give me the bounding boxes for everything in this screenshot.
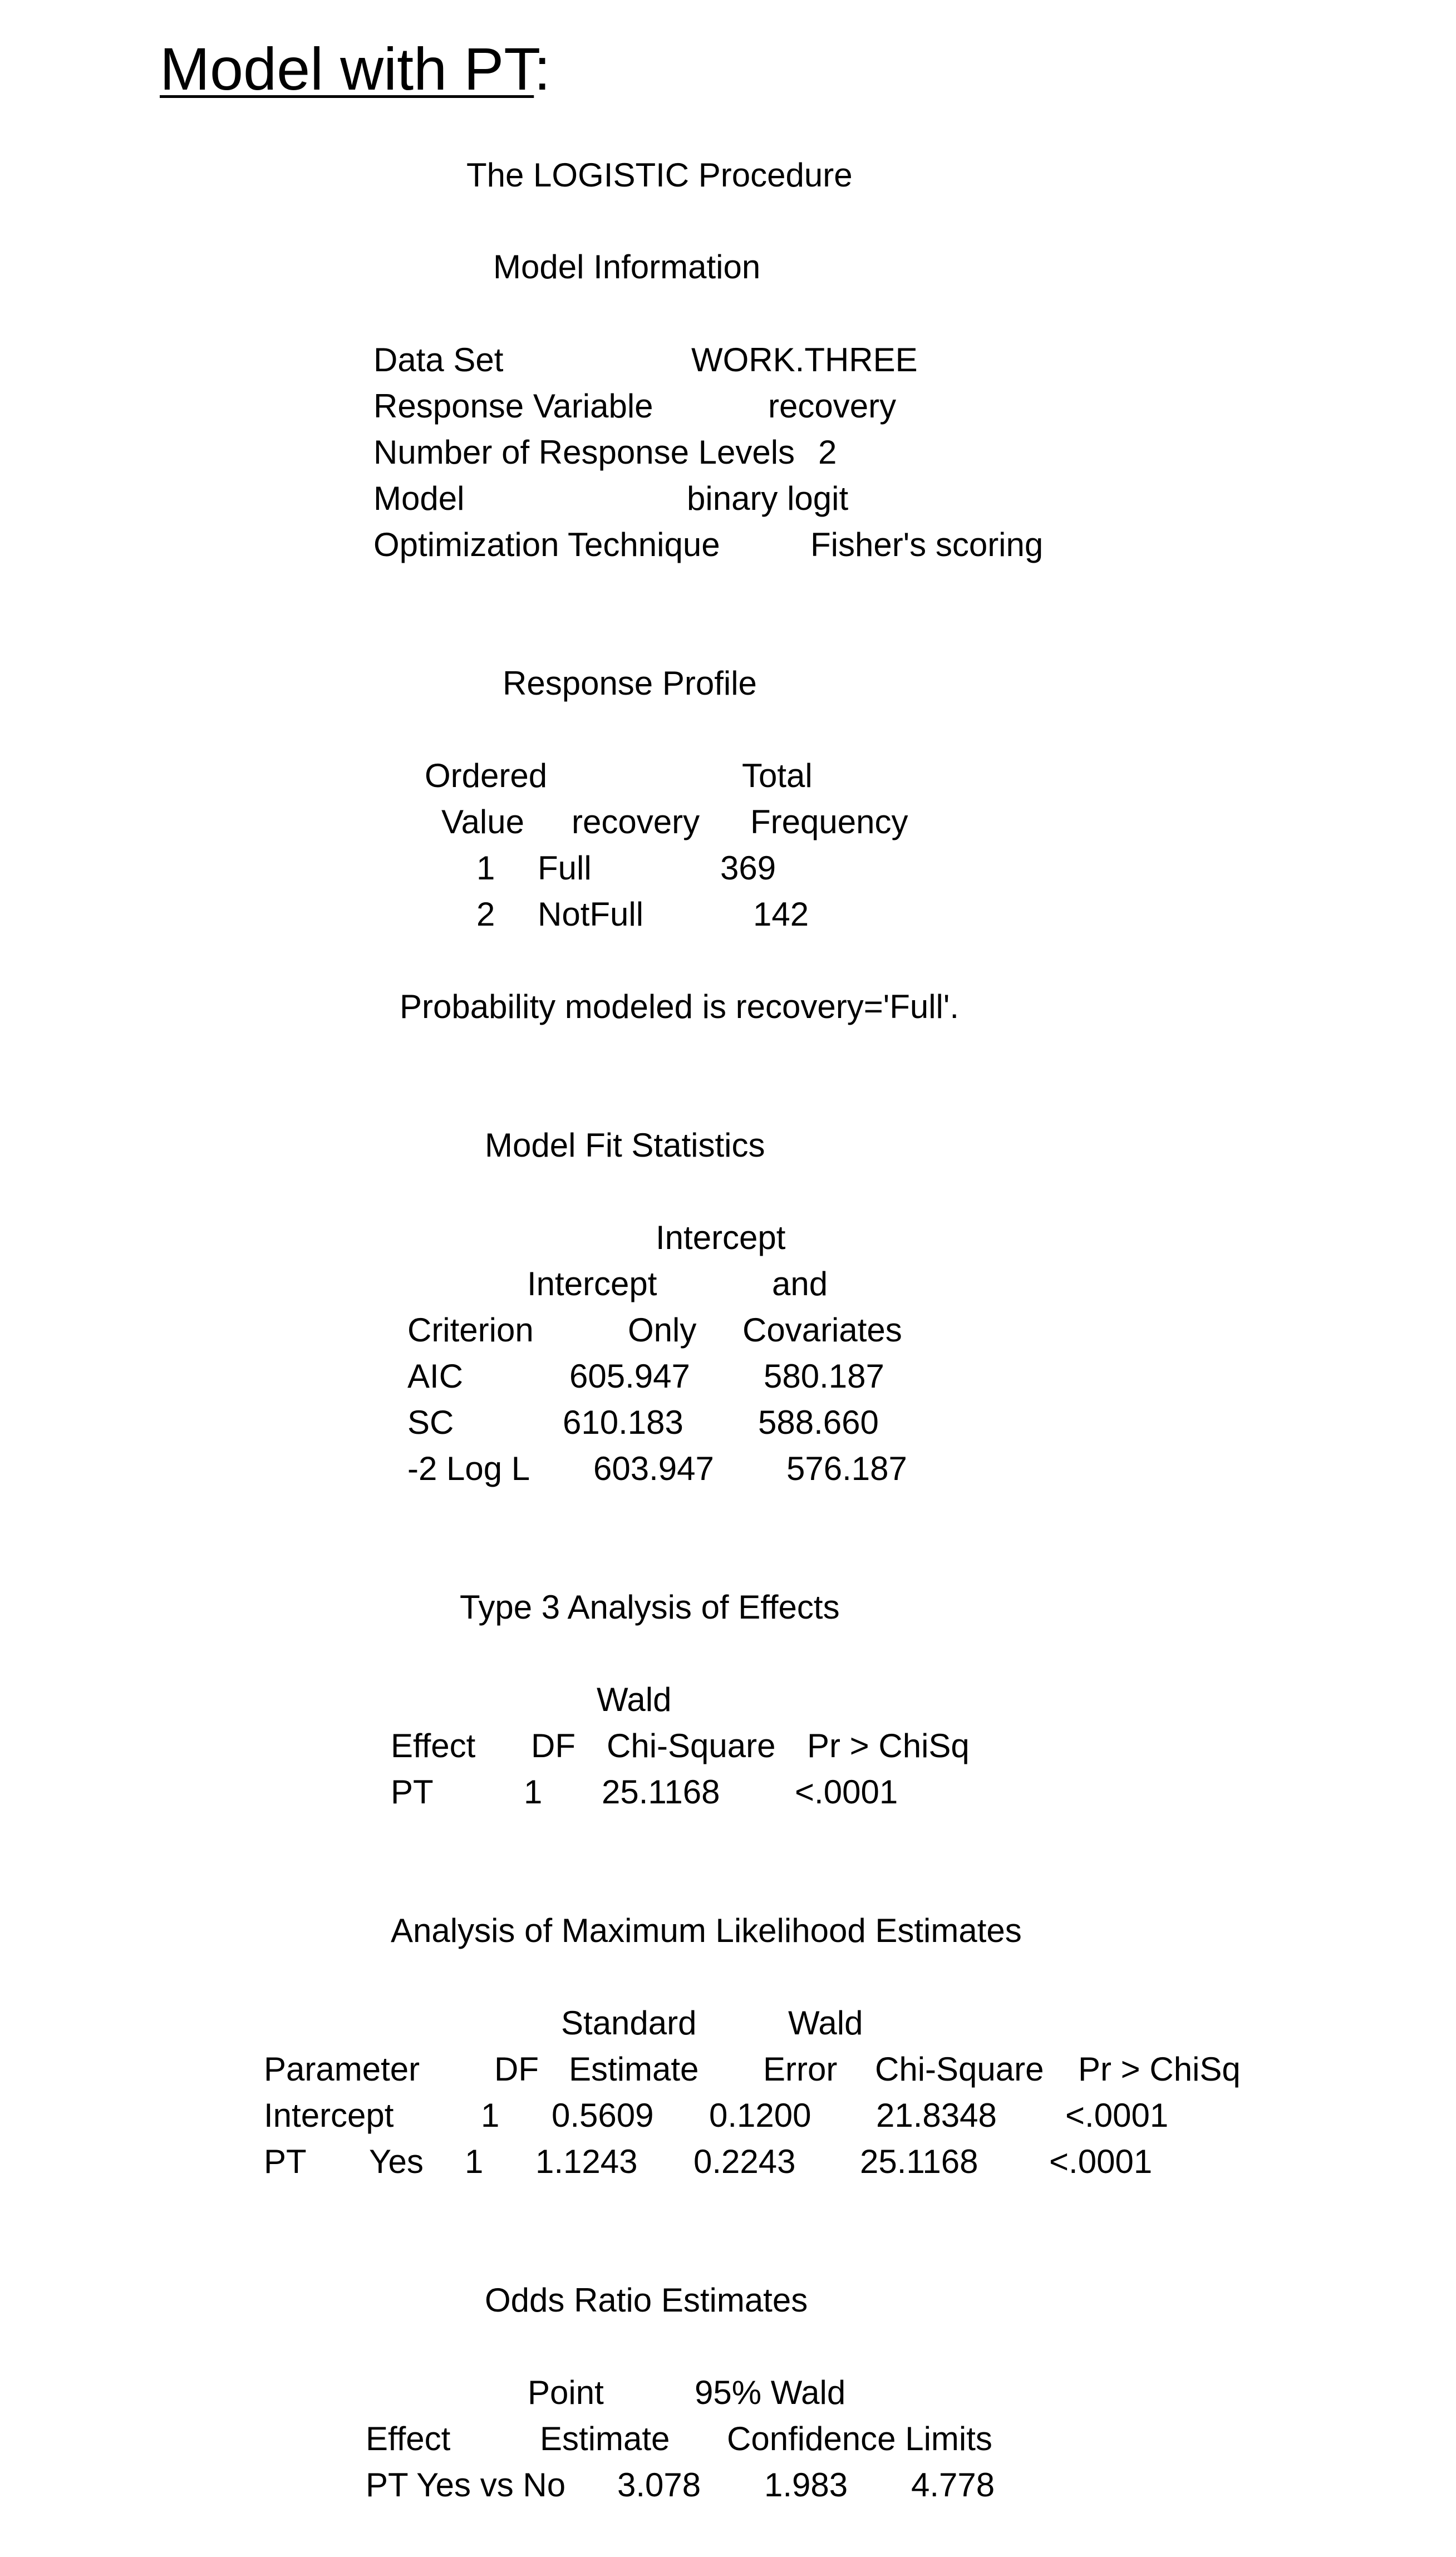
column-header: Value bbox=[441, 803, 525, 840]
column-header: DF bbox=[531, 1727, 575, 1764]
model-info-value: Fisher's scoring bbox=[810, 526, 1044, 563]
column-header: Chi-Square bbox=[875, 2050, 1044, 2088]
table-cell: -2 Log L bbox=[407, 1450, 530, 1487]
type3-title: Type 3 Analysis of Effects bbox=[460, 1589, 840, 1626]
column-header: DF bbox=[494, 2050, 539, 2088]
column-header: Parameter bbox=[264, 2050, 420, 2088]
column-header: Wald bbox=[597, 1681, 672, 1718]
table-cell: 605.947 bbox=[569, 1358, 690, 1395]
table-cell: 1 bbox=[465, 2143, 484, 2180]
table-cell: 580.187 bbox=[764, 1358, 884, 1395]
column-header: and bbox=[772, 1265, 828, 1302]
table-cell: 0.1200 bbox=[709, 2097, 811, 2134]
table-cell: 369 bbox=[720, 849, 776, 887]
mle-title: Analysis of Maximum Likelihood Estimates bbox=[391, 1912, 1022, 1949]
model-info-label: Number of Response Levels bbox=[373, 434, 795, 471]
table-cell: <.0001 bbox=[795, 1773, 898, 1811]
table-cell: 25.1168 bbox=[602, 1773, 720, 1811]
column-header: Ordered bbox=[425, 757, 548, 794]
column-header: 95% Wald bbox=[695, 2374, 846, 2411]
procedure-title: The LOGISTIC Procedure bbox=[466, 156, 853, 194]
column-header: Wald bbox=[788, 2004, 863, 2042]
model-info-value: recovery bbox=[768, 387, 897, 425]
table-cell: Intercept bbox=[264, 2097, 394, 2134]
table-cell: 0.5609 bbox=[552, 2097, 654, 2134]
model-info-value: binary logit bbox=[687, 480, 849, 517]
column-header: Standard bbox=[561, 2004, 697, 2042]
table-cell: <.0001 bbox=[1065, 2097, 1169, 2134]
column-header: Estimate bbox=[540, 2420, 670, 2457]
column-header: Effect bbox=[366, 2420, 451, 2457]
fit-statistics-title: Model Fit Statistics bbox=[485, 1127, 765, 1164]
column-header: Covariates bbox=[742, 1311, 902, 1349]
table-cell: 576.187 bbox=[786, 1450, 907, 1487]
table-cell: 1 bbox=[524, 1773, 543, 1811]
table-cell: 1 bbox=[481, 2097, 500, 2134]
table-cell: 1 bbox=[476, 849, 495, 887]
table-cell: 0.2243 bbox=[693, 2143, 796, 2180]
table-cell: NotFull bbox=[538, 896, 644, 933]
column-header: Pr > ChiSq bbox=[1078, 2050, 1241, 2088]
page-title-label: Model with PT bbox=[160, 35, 534, 102]
table-cell: 1.1243 bbox=[535, 2143, 638, 2180]
column-header: recovery bbox=[572, 803, 700, 840]
model-info-value: WORK.THREE bbox=[691, 341, 918, 378]
table-cell: 3.078 bbox=[617, 2466, 701, 2504]
table-cell: 2 bbox=[476, 896, 495, 933]
table-cell: PT Yes vs No bbox=[366, 2466, 566, 2504]
probability-note: Probability modeled is recovery='Full'. bbox=[400, 988, 959, 1025]
table-cell: Full bbox=[538, 849, 592, 887]
column-header: Only bbox=[628, 1311, 697, 1349]
response-profile-title: Response Profile bbox=[503, 665, 757, 702]
table-cell: 610.183 bbox=[563, 1404, 683, 1441]
table-cell: Yes bbox=[369, 2143, 424, 2180]
column-header: Criterion bbox=[407, 1311, 534, 1349]
column-header: Chi-Square bbox=[607, 1727, 776, 1764]
column-header: Intercept bbox=[656, 1219, 786, 1256]
column-header: Confidence Limits bbox=[727, 2420, 992, 2457]
table-cell: PT bbox=[264, 2143, 307, 2180]
page-title-colon: : bbox=[534, 35, 551, 102]
model-info-label: Model bbox=[373, 480, 465, 517]
odds-ratio-title: Odds Ratio Estimates bbox=[485, 2281, 808, 2319]
table-cell: 25.1168 bbox=[860, 2143, 978, 2180]
table-cell: 1.983 bbox=[764, 2466, 848, 2504]
table-cell: 4.778 bbox=[911, 2466, 995, 2504]
page-title bbox=[160, 35, 551, 102]
column-header: Frequency bbox=[750, 803, 908, 840]
model-info-title: Model Information bbox=[493, 248, 761, 286]
column-header: Intercept bbox=[527, 1265, 657, 1302]
table-cell: 142 bbox=[753, 896, 809, 933]
model-info-value: 2 bbox=[818, 434, 837, 471]
column-header: Point bbox=[528, 2374, 604, 2411]
table-cell: AIC bbox=[407, 1358, 464, 1395]
column-header: Total bbox=[742, 757, 813, 794]
table-cell: SC bbox=[407, 1404, 454, 1441]
column-header: Effect bbox=[391, 1727, 476, 1764]
table-cell: 603.947 bbox=[593, 1450, 714, 1487]
model-info-label: Data Set bbox=[373, 341, 504, 378]
table-cell: 588.660 bbox=[758, 1404, 879, 1441]
table-cell: <.0001 bbox=[1049, 2143, 1153, 2180]
column-header: Estimate bbox=[569, 2050, 699, 2088]
column-header: Pr > ChiSq bbox=[807, 1727, 970, 1764]
table-cell: 21.8348 bbox=[876, 2097, 997, 2134]
table-cell: PT bbox=[391, 1773, 434, 1811]
model-info-label: Response Variable bbox=[373, 387, 653, 425]
column-header: Error bbox=[763, 2050, 838, 2088]
model-info-label: Optimization Technique bbox=[373, 526, 720, 563]
